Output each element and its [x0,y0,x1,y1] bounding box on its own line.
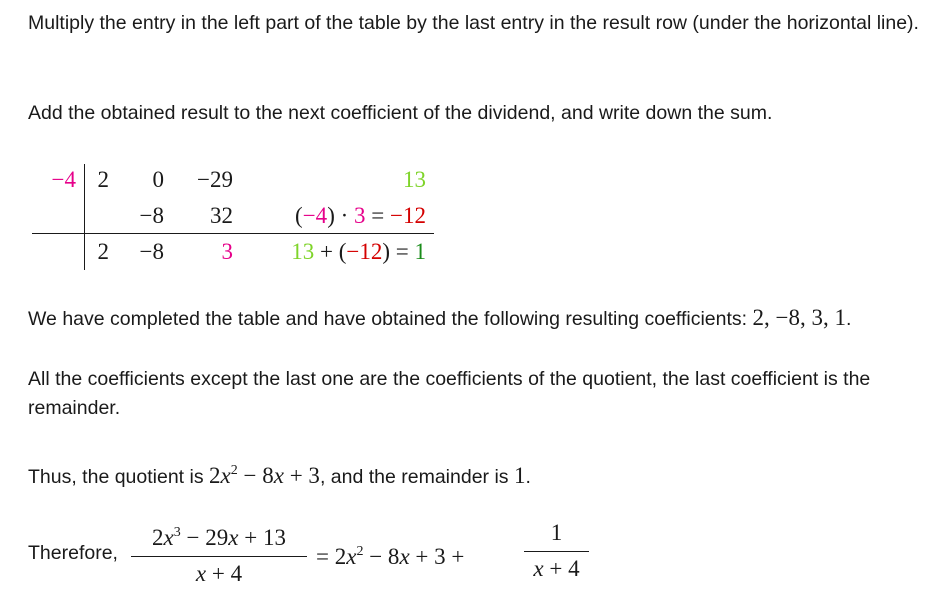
remainder-fraction [524,518,589,584]
rhs-polynomial: = $2x^2 - 8x + 3$ + [316,544,465,569]
sum-product: −12 [346,239,383,264]
completed-period: . [845,308,852,330]
expr-divisor: −4 [302,203,328,228]
completed-text: We have completed the table and have obtained the following resulting coefficients: [28,308,753,330]
sum-close-paren: ) [382,239,391,264]
completed-statement [28,303,933,334]
table-cell-r3c2: −8 [139,239,164,264]
table-horizontal-line [32,233,434,234]
expr-open-paren: ( [295,203,303,228]
expr-close-paren: ) [327,203,335,228]
coefficients-note: All the coefficients except the last one are the coefficients of the quotient, the last coefficient is the remainder. [28,368,871,419]
quotient-statement [28,456,933,492]
expr-equals: = [365,203,391,228]
lhs-fraction-bar [131,556,307,557]
table-cell-r1c3: −29 [197,167,233,192]
table-cell-r2c2: −8 [139,203,164,228]
sum-equals: = [390,239,415,264]
sum-result: 1 [414,239,426,264]
table-cell-r3c1: 2 [97,239,109,264]
quotient-period: . [525,466,531,488]
sum-plus: + [314,239,339,264]
resulting-coefficients: 2, −8, 3, 1 [752,305,846,330]
remainder-value: 1 [513,463,526,488]
table-cell-r1c2: 0 [152,167,164,192]
sum-open-paren: ( [338,239,347,264]
step-add-instruction: Add the obtained result to the next coefficient of the dividend, and write down the sum. [28,102,773,124]
lhs-denominator: x + 4 [195,561,243,586]
quotient-intro: Thus, the quotient is [28,466,210,488]
remainder-numerator: 1 [550,520,563,545]
table-cell-r1c1: 2 [97,167,109,192]
sum-coefficient: 13 [291,239,315,264]
divisor-cell: −4 [51,167,76,192]
table-cell-r2c4-expression [244,201,426,231]
table-cell-r2c3: 32 [210,203,233,228]
step-multiply-instruction: Multiply the entry in the left part of the table by the last entry in the result row (under the horizontal line). [28,12,919,34]
remainder-fraction-bar [524,551,589,552]
expr-product: −12 [390,203,426,228]
therefore-label: Therefore, [28,542,118,564]
table-cell-r1c4: 13 [403,167,426,192]
table-cell-r3c3: 3 [221,239,233,264]
quotient-expression: $2x^2 - 8x + 3$ [209,463,320,488]
expr-dot: · [334,203,355,228]
lhs-fraction [131,518,307,589]
table-cell-r3c4-expression [244,237,426,267]
remainder-denominator: x + 4 [533,556,580,581]
expr-multiplier: 3 [354,203,366,228]
remainder-intro: , and the remainder is [319,466,514,488]
lhs-numerator: $2x^3 - 29x + 13$ [152,525,286,550]
